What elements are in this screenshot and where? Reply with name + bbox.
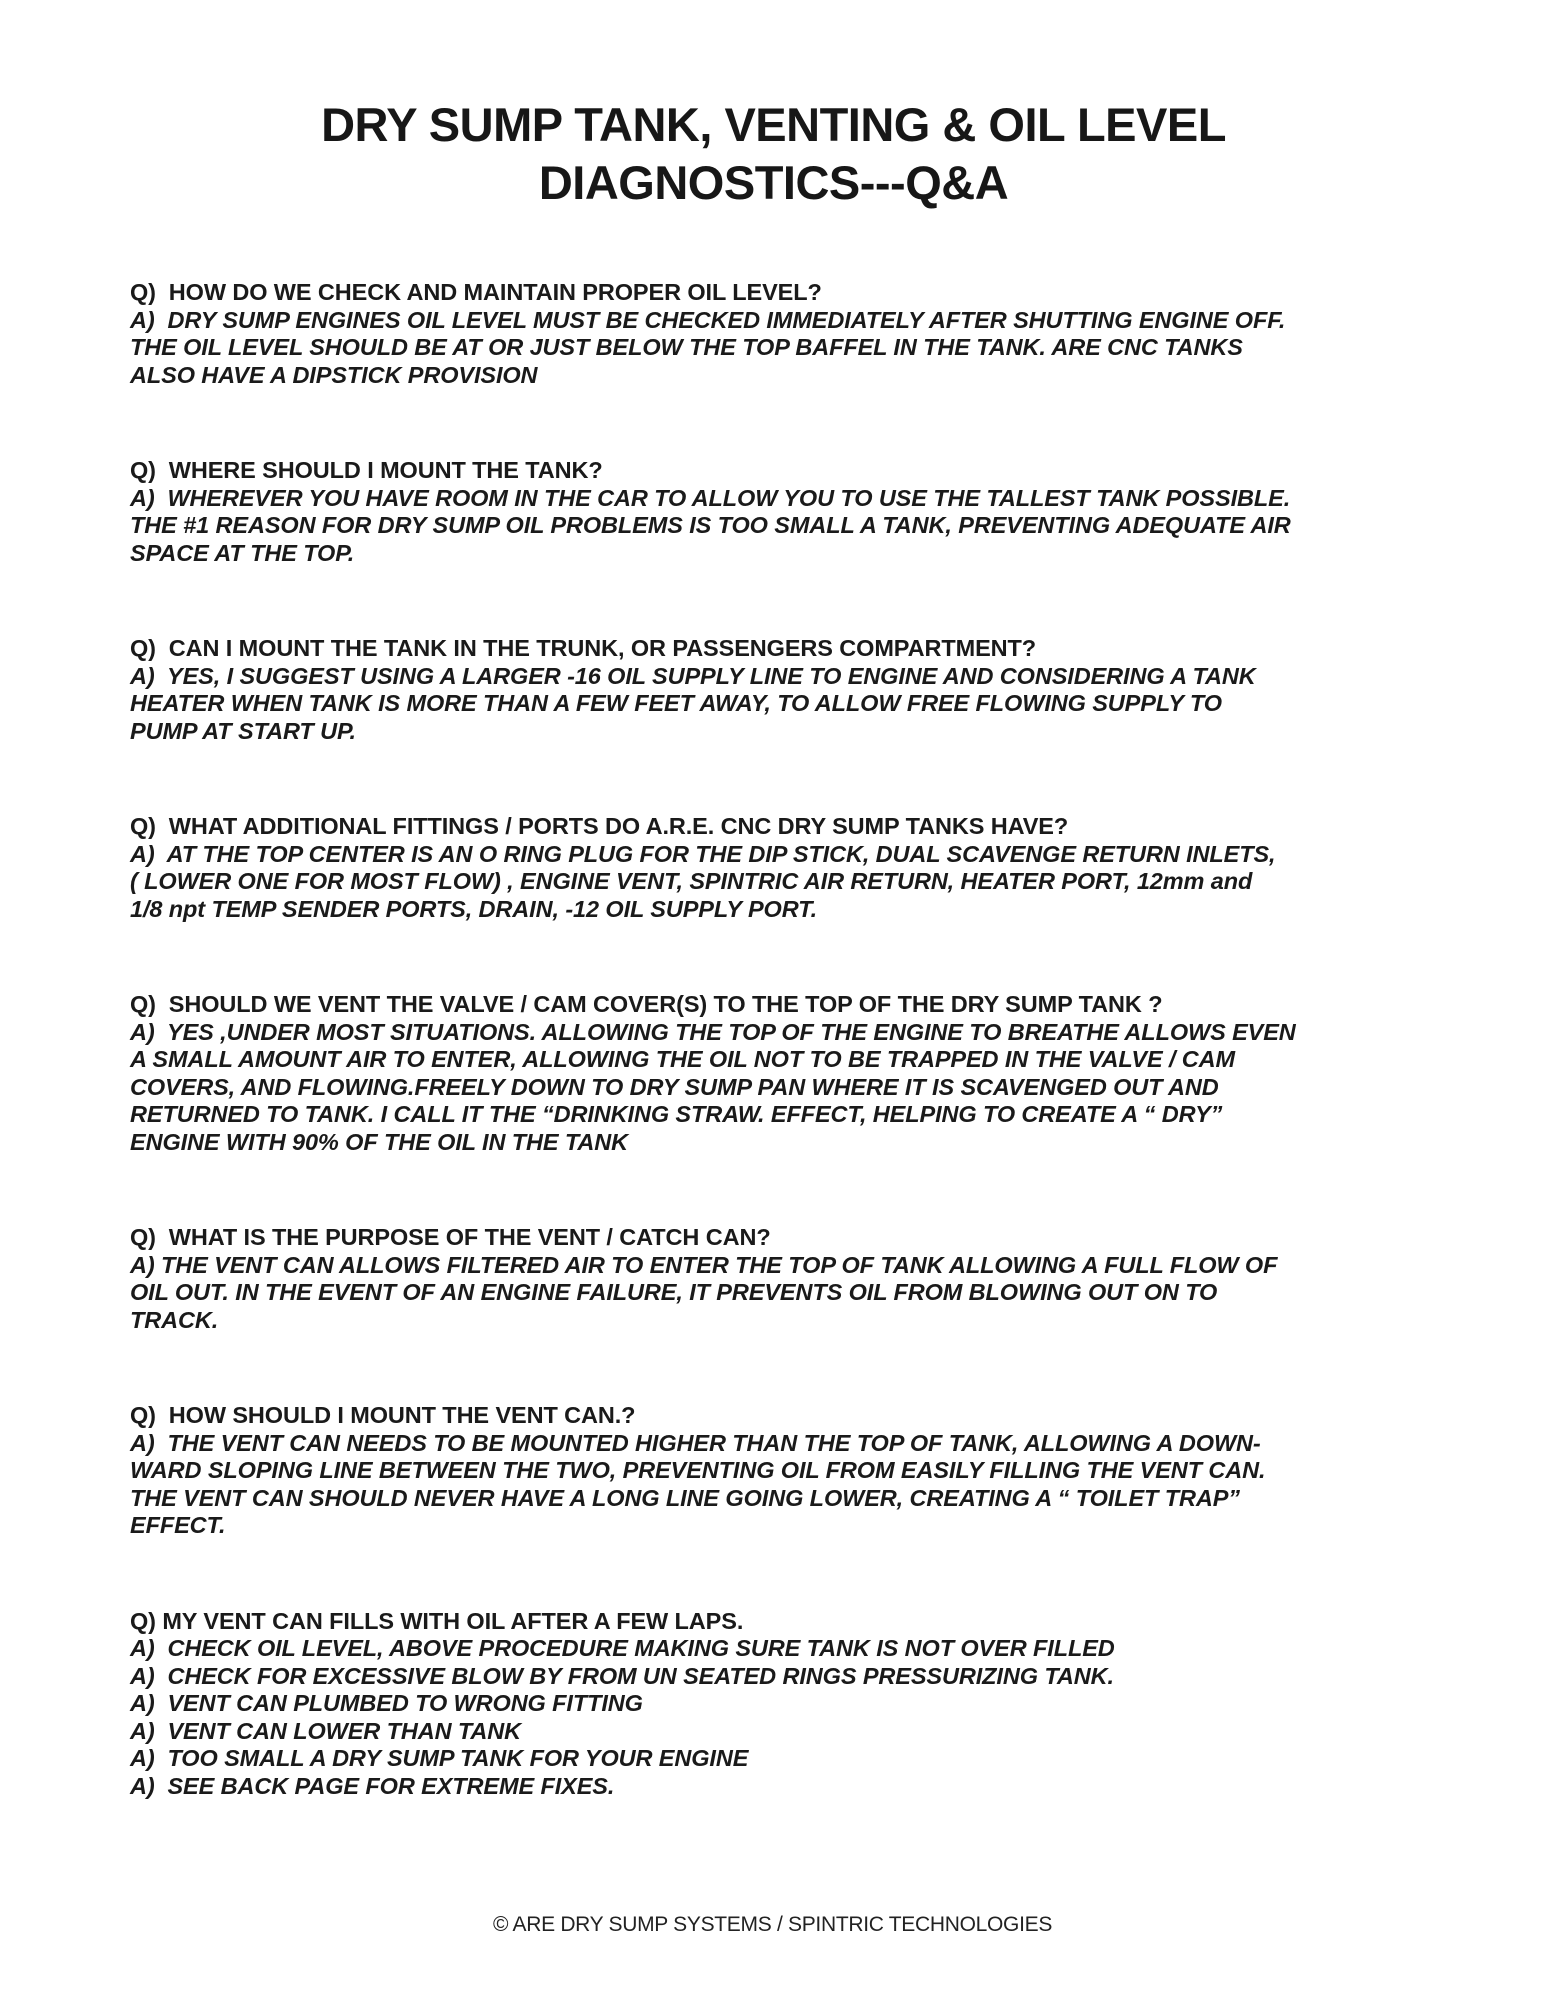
answer-line: A) CHECK OIL LEVEL, ABOVE PROCEDURE MAKING SURE TANK IS NOT OVER FILLED (130, 1635, 1115, 1661)
question-line: Q) CAN I MOUNT THE TANK IN THE TRUNK, OR PASSENGERS COMPARTMENT? (130, 635, 1037, 661)
answer-line: A) THE VENT CAN NEEDS TO BE MOUNTED HIGHER THAN THE TOP OF TANK, ALLOWING A DOWN- (130, 1429, 1261, 1456)
question-line: Q) SHOULD WE VENT THE VALVE / CAM COVER(S) TO THE TOP OF THE DRY SUMP TANK ? (130, 991, 1163, 1017)
answer-line: A SMALL AMOUNT AIR TO ENTER, ALLOWING THE OIL NOT TO BE TRAPPED IN THE VALVE / CAM (130, 1046, 1236, 1072)
qa-block (130, 1608, 1417, 1801)
question-line: Q) WHAT IS THE PURPOSE OF THE VENT / CATCH CAN? (130, 1224, 771, 1250)
answer-line: THE VENT CAN SHOULD NEVER HAVE A LONG LINE GOING LOWER, CREATING A “ TOILET TRAP” (130, 1484, 1240, 1511)
answer-line: A) THE VENT CAN ALLOWS FILTERED AIR TO ENTER THE TOP OF TANK ALLOWING A FULL FLOW OF (130, 1251, 1278, 1278)
qa-block (130, 991, 1417, 1156)
page-title-line-1: DRY SUMP TANK, VENTING & OIL LEVEL (321, 98, 1226, 151)
answer-line: A) YES ,UNDER MOST SITUATIONS. ALLOWING THE TOP OF THE ENGINE TO BREATHE ALLOWS EVEN (130, 1018, 1296, 1045)
qa-block (130, 457, 1417, 567)
qa-block (130, 813, 1417, 923)
question-line: Q) HOW DO WE CHECK AND MAINTAIN PROPER OIL LEVEL? (130, 279, 822, 305)
qa-block (130, 1402, 1417, 1540)
answer-line: A) YES, I SUGGEST USING A LARGER -16 OIL SUPPLY LINE TO ENGINE AND CONSIDERING A TANK (130, 662, 1256, 689)
answer-line: OIL OUT. IN THE EVENT OF AN ENGINE FAILURE, IT PREVENTS OIL FROM BLOWING OUT ON TO (130, 1279, 1218, 1305)
answer-line: A) VENT CAN PLUMBED TO WRONG FITTING (130, 1690, 643, 1716)
answer-line: THE OIL LEVEL SHOULD BE AT OR JUST BELOW THE TOP BAFFEL IN THE TANK. ARE CNC TANKS (130, 334, 1243, 360)
question-line: Q) WHERE SHOULD I MOUNT THE TANK? (130, 457, 603, 483)
answer-line: HEATER WHEN TANK IS MORE THAN A FEW FEET AWAY, TO ALLOW FREE FLOWING SUPPLY TO (130, 690, 1222, 716)
answer-line: TRACK. (130, 1306, 219, 1333)
answer-line: RETURNED TO TANK. I CALL IT THE “DRINKING STRAW. EFFECT, HELPING TO CREATE A “ DRY” (130, 1101, 1223, 1127)
answer-line: SPACE AT THE TOP. (130, 539, 355, 566)
answer-line: A) SEE BACK PAGE FOR EXTREME FIXES. (130, 1772, 615, 1799)
answer-line: EFFECT. (130, 1512, 226, 1538)
answer-line: ( LOWER ONE FOR MOST FLOW) , ENGINE VENT, SPINTRIC AIR RETURN, HEATER PORT, 12mm and (130, 868, 1253, 894)
qa-block (130, 635, 1417, 745)
answer-line: COVERS, AND FLOWING.FREELY DOWN TO DRY SUMP PAN WHERE IT IS SCAVENGED OUT AND (130, 1073, 1219, 1100)
question-line: Q) WHAT ADDITIONAL FITTINGS / PORTS DO A.R.E. CNC DRY SUMP TANKS HAVE? (130, 813, 1069, 839)
answer-line: PUMP AT START UP. (130, 717, 356, 744)
answer-line: A) AT THE TOP CENTER IS AN O RING PLUG FOR THE DIP STICK, DUAL SCAVENGE RETURN INLETS, (130, 840, 1276, 867)
answer-line: ENGINE WITH 90% OF THE OIL IN THE TANK (130, 1128, 628, 1155)
answer-line: A) DRY SUMP ENGINES OIL LEVEL MUST BE CHECKED IMMEDIATELY AFTER SHUTTING ENGINE OFF. (130, 306, 1286, 333)
qa-block (130, 279, 1417, 389)
answer-line: THE #1 REASON FOR DRY SUMP OIL PROBLEMS IS TOO SMALL A TANK, PREVENTING ADEQUATE AIR (130, 512, 1291, 538)
answer-line: 1/8 npt TEMP SENDER PORTS, DRAIN, -12 OIL SUPPLY PORT. (130, 895, 818, 922)
page-footer: © ARE DRY SUMP SYSTEMS / SPINTRIC TECHNOLOGIES (492, 1913, 1053, 1936)
answer-line: A) WHEREVER YOU HAVE ROOM IN THE CAR TO ALLOW YOU TO USE THE TALLEST TANK POSSIBLE. (130, 484, 1291, 511)
answer-line: ALSO HAVE A DIPSTICK PROVISION (130, 361, 538, 388)
answer-line: A) TOO SMALL A DRY SUMP TANK FOR YOUR ENGINE (130, 1745, 749, 1771)
qa-list (130, 279, 1417, 1800)
answer-line: A) CHECK FOR EXCESSIVE BLOW BY FROM UN SEATED RINGS PRESSURIZING TANK. (130, 1662, 1114, 1689)
question-line: Q) MY VENT CAN FILLS WITH OIL AFTER A FEW LAPS. (130, 1607, 744, 1634)
qa-block (130, 1224, 1417, 1334)
answer-line: WARD SLOPING LINE BETWEEN THE TWO, PREVENTING OIL FROM EASILY FILLING THE VENT CAN. (130, 1457, 1266, 1483)
question-line: Q) HOW SHOULD I MOUNT THE VENT CAN.? (130, 1402, 636, 1428)
page-title (130, 96, 1417, 212)
page-title-line-2: DIAGNOSTICS---Q&A (538, 156, 1009, 209)
answer-line: A) VENT CAN LOWER THAN TANK (130, 1717, 522, 1744)
